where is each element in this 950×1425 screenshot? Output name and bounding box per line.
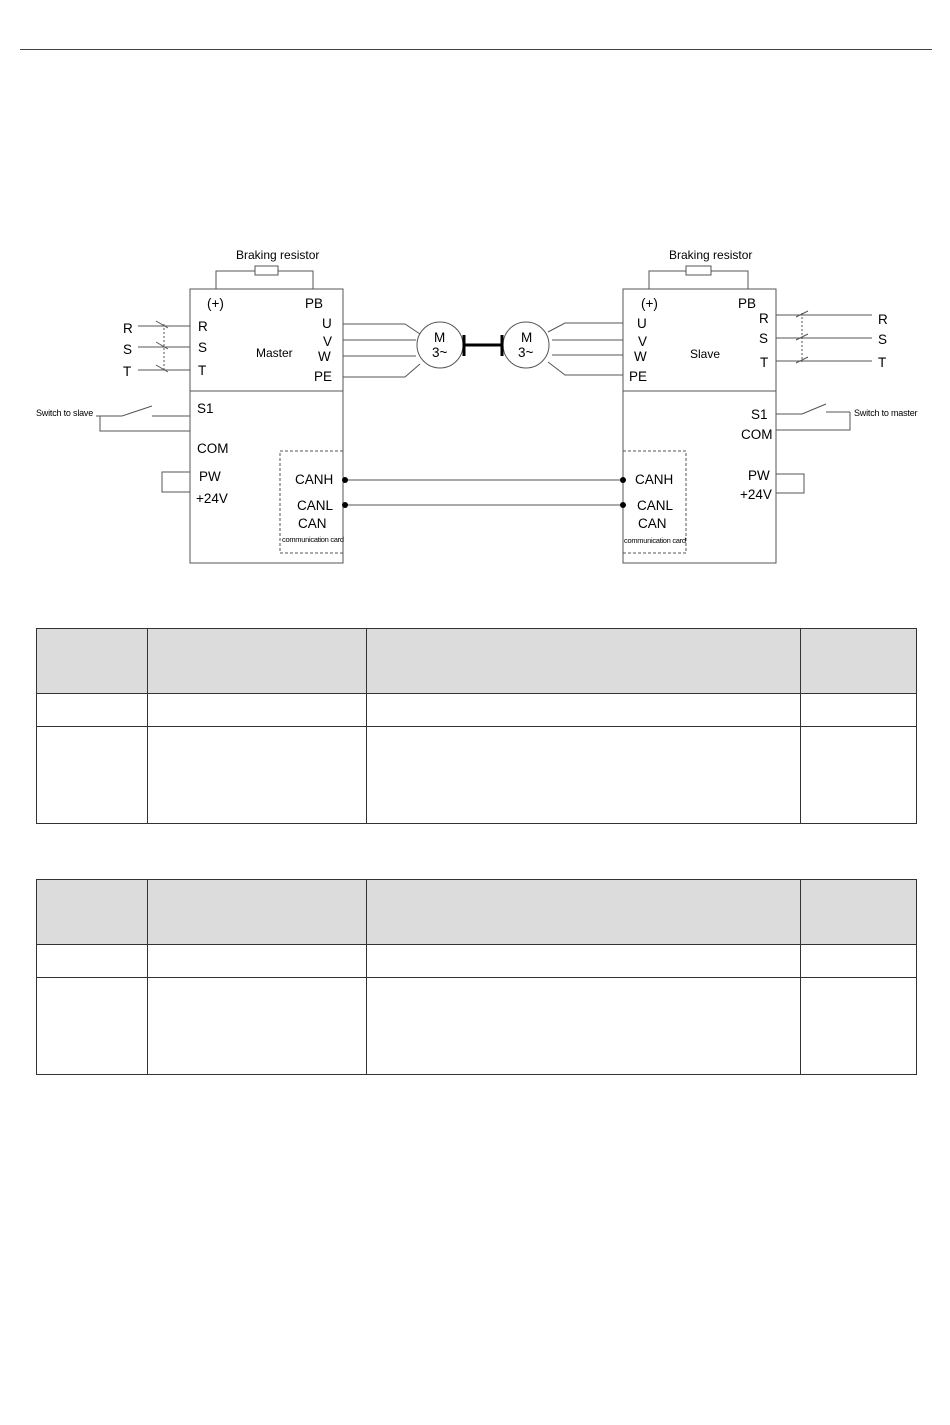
table-row — [37, 694, 917, 727]
table-cell — [37, 727, 148, 824]
slave-braking-resistor — [686, 266, 711, 275]
table-cell — [37, 978, 148, 1075]
table-header-cell — [801, 880, 917, 945]
master-s-terminal: S — [198, 340, 208, 355]
master-canl-dot — [342, 502, 348, 508]
table-cell — [367, 945, 801, 978]
slave-canl-dot — [620, 502, 626, 508]
motor-right-phase: 3~ — [518, 345, 534, 360]
motor-coupling-icon — [463, 335, 503, 356]
master-label: Master — [256, 346, 293, 360]
table-header-cell — [148, 880, 367, 945]
master-u-terminal: U — [322, 316, 332, 331]
slave-canh-dot — [620, 477, 626, 483]
slave-t-terminal: T — [760, 355, 769, 370]
table-cell — [801, 727, 917, 824]
table-cell — [148, 978, 367, 1075]
slave-pe-terminal: PE — [629, 369, 648, 384]
slave-pw-terminal: PW — [748, 468, 770, 483]
master-canh-dot — [342, 477, 348, 483]
table-header-cell — [367, 629, 801, 694]
table-cell — [148, 945, 367, 978]
slave-pb-terminal: PB — [738, 296, 757, 311]
slave-plus-terminal: (+) — [641, 296, 658, 311]
slave-w-terminal: W — [634, 349, 647, 364]
table-header-cell — [367, 880, 801, 945]
master-braking-resistor — [255, 266, 278, 275]
master-can-label: CAN — [298, 516, 327, 531]
table-cell — [801, 694, 917, 727]
table-cell — [37, 945, 148, 978]
parameter-table-1 — [36, 628, 917, 824]
table-cell — [801, 945, 917, 978]
master-24v-terminal: +24V — [196, 491, 228, 506]
slave-label: Slave — [690, 347, 721, 361]
master-t-terminal: T — [198, 363, 207, 378]
slave-canh-terminal: CANH — [635, 472, 674, 487]
motor-left-phase: 3~ — [432, 345, 448, 360]
master-pw-terminal: PW — [199, 469, 221, 484]
slave-r-terminal: R — [759, 311, 769, 326]
slave-braking-resistor-label: Braking resistor — [669, 248, 753, 262]
table-cell — [801, 978, 917, 1075]
master-input-r: R — [123, 321, 133, 336]
master-pe-terminal: PE — [314, 369, 333, 384]
slave-com-terminal: COM — [741, 427, 773, 442]
master-canh-terminal: CANH — [295, 472, 334, 487]
slave-can-label: CAN — [638, 516, 667, 531]
table-cell — [367, 694, 801, 727]
table-header-row — [37, 629, 917, 694]
master-input-t: T — [123, 364, 132, 379]
table-header-cell — [801, 629, 917, 694]
master-plus-terminal: (+) — [207, 296, 224, 311]
slave-s-terminal: S — [759, 331, 769, 346]
table-header-cell — [148, 629, 367, 694]
slave-input-s: S — [878, 332, 888, 347]
master-pb-terminal: PB — [305, 296, 324, 311]
master-card-label: communication card — [282, 535, 344, 544]
table-cell — [37, 694, 148, 727]
slave-u-terminal: U — [637, 316, 647, 331]
table-header-cell — [37, 629, 148, 694]
parameter-table-2 — [36, 879, 917, 1075]
slave-input-r: R — [878, 312, 888, 327]
master-s1-terminal: S1 — [197, 401, 214, 416]
master-w-terminal: W — [318, 349, 331, 364]
slave-v-terminal: V — [638, 334, 648, 349]
table-cell — [148, 727, 367, 824]
master-input-s: S — [123, 342, 133, 357]
slave-24v-terminal: +24V — [740, 487, 772, 502]
table-header-row — [37, 880, 917, 945]
motor-right-m: M — [521, 330, 533, 345]
master-com-terminal: COM — [197, 441, 229, 456]
slave-card-label: communication card — [624, 536, 686, 545]
table-row — [37, 727, 917, 824]
master-canl-terminal: CANL — [297, 498, 334, 513]
master-v-terminal: V — [323, 334, 333, 349]
table-cell — [367, 978, 801, 1075]
table-row — [37, 978, 917, 1075]
master-r-terminal: R — [198, 319, 208, 334]
header-rule — [20, 49, 932, 50]
slave-canl-terminal: CANL — [637, 498, 674, 513]
slave-s1-terminal: S1 — [751, 407, 768, 422]
switch-to-slave-label: Switch to slave — [36, 408, 94, 418]
master-braking-resistor-label: Braking resistor — [236, 248, 320, 262]
slave-input-t: T — [878, 355, 887, 370]
motor-left-m: M — [434, 330, 446, 345]
table-cell — [148, 694, 367, 727]
wiring-diagram — [0, 230, 950, 580]
table-row — [37, 945, 917, 978]
table-cell — [367, 727, 801, 824]
switch-to-master-label: Switch to master — [854, 408, 918, 418]
table-header-cell — [37, 880, 148, 945]
